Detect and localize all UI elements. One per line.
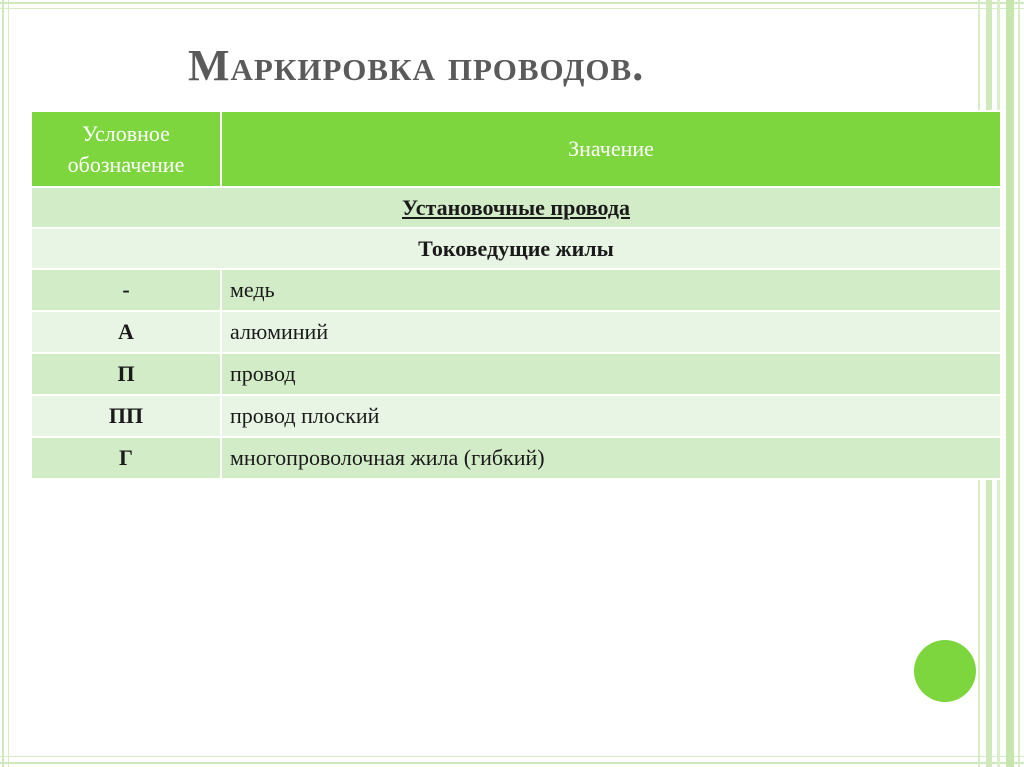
meaning-cell: провод — [221, 353, 1001, 395]
symbol-cell: П — [31, 353, 221, 395]
frame-line — [0, 2, 1024, 4]
frame-line — [8, 0, 9, 767]
frame-line — [1006, 0, 1014, 767]
symbol-cell: Г — [31, 437, 221, 479]
meaning-cell: провод плоский — [221, 395, 1001, 437]
frame-line — [0, 8, 1024, 9]
meaning-cell: медь — [221, 269, 1001, 311]
table-row — [31, 353, 1001, 395]
header-symbol: Условное обозначение — [31, 111, 221, 187]
marking-table — [30, 110, 1002, 480]
table-row — [31, 437, 1001, 479]
meaning-cell: алюминий — [221, 311, 1001, 353]
frame-line — [1018, 0, 1020, 767]
table-row — [31, 395, 1001, 437]
header-meaning: Значение — [221, 111, 1001, 187]
symbol-cell: - — [31, 269, 221, 311]
slide-title: Маркировка проводов. — [188, 41, 645, 90]
frame-line — [0, 756, 1024, 757]
symbol-cell: А — [31, 311, 221, 353]
section-row — [31, 187, 1001, 228]
frame-line — [2, 0, 4, 767]
table-row — [31, 311, 1001, 353]
decorative-circle — [914, 640, 976, 702]
section-label — [31, 228, 1001, 269]
section-label — [31, 187, 1001, 228]
symbol-cell: ПП — [31, 395, 221, 437]
frame-line — [0, 762, 1024, 764]
meaning-cell: многопроволочная жила (гибкий) — [221, 437, 1001, 479]
section-label-text: Установочные провода — [401, 194, 630, 220]
section-label-text: Токоведущие жилы — [418, 235, 614, 261]
table-header-row — [31, 111, 1001, 187]
table-row — [31, 269, 1001, 311]
section-row — [31, 228, 1001, 269]
